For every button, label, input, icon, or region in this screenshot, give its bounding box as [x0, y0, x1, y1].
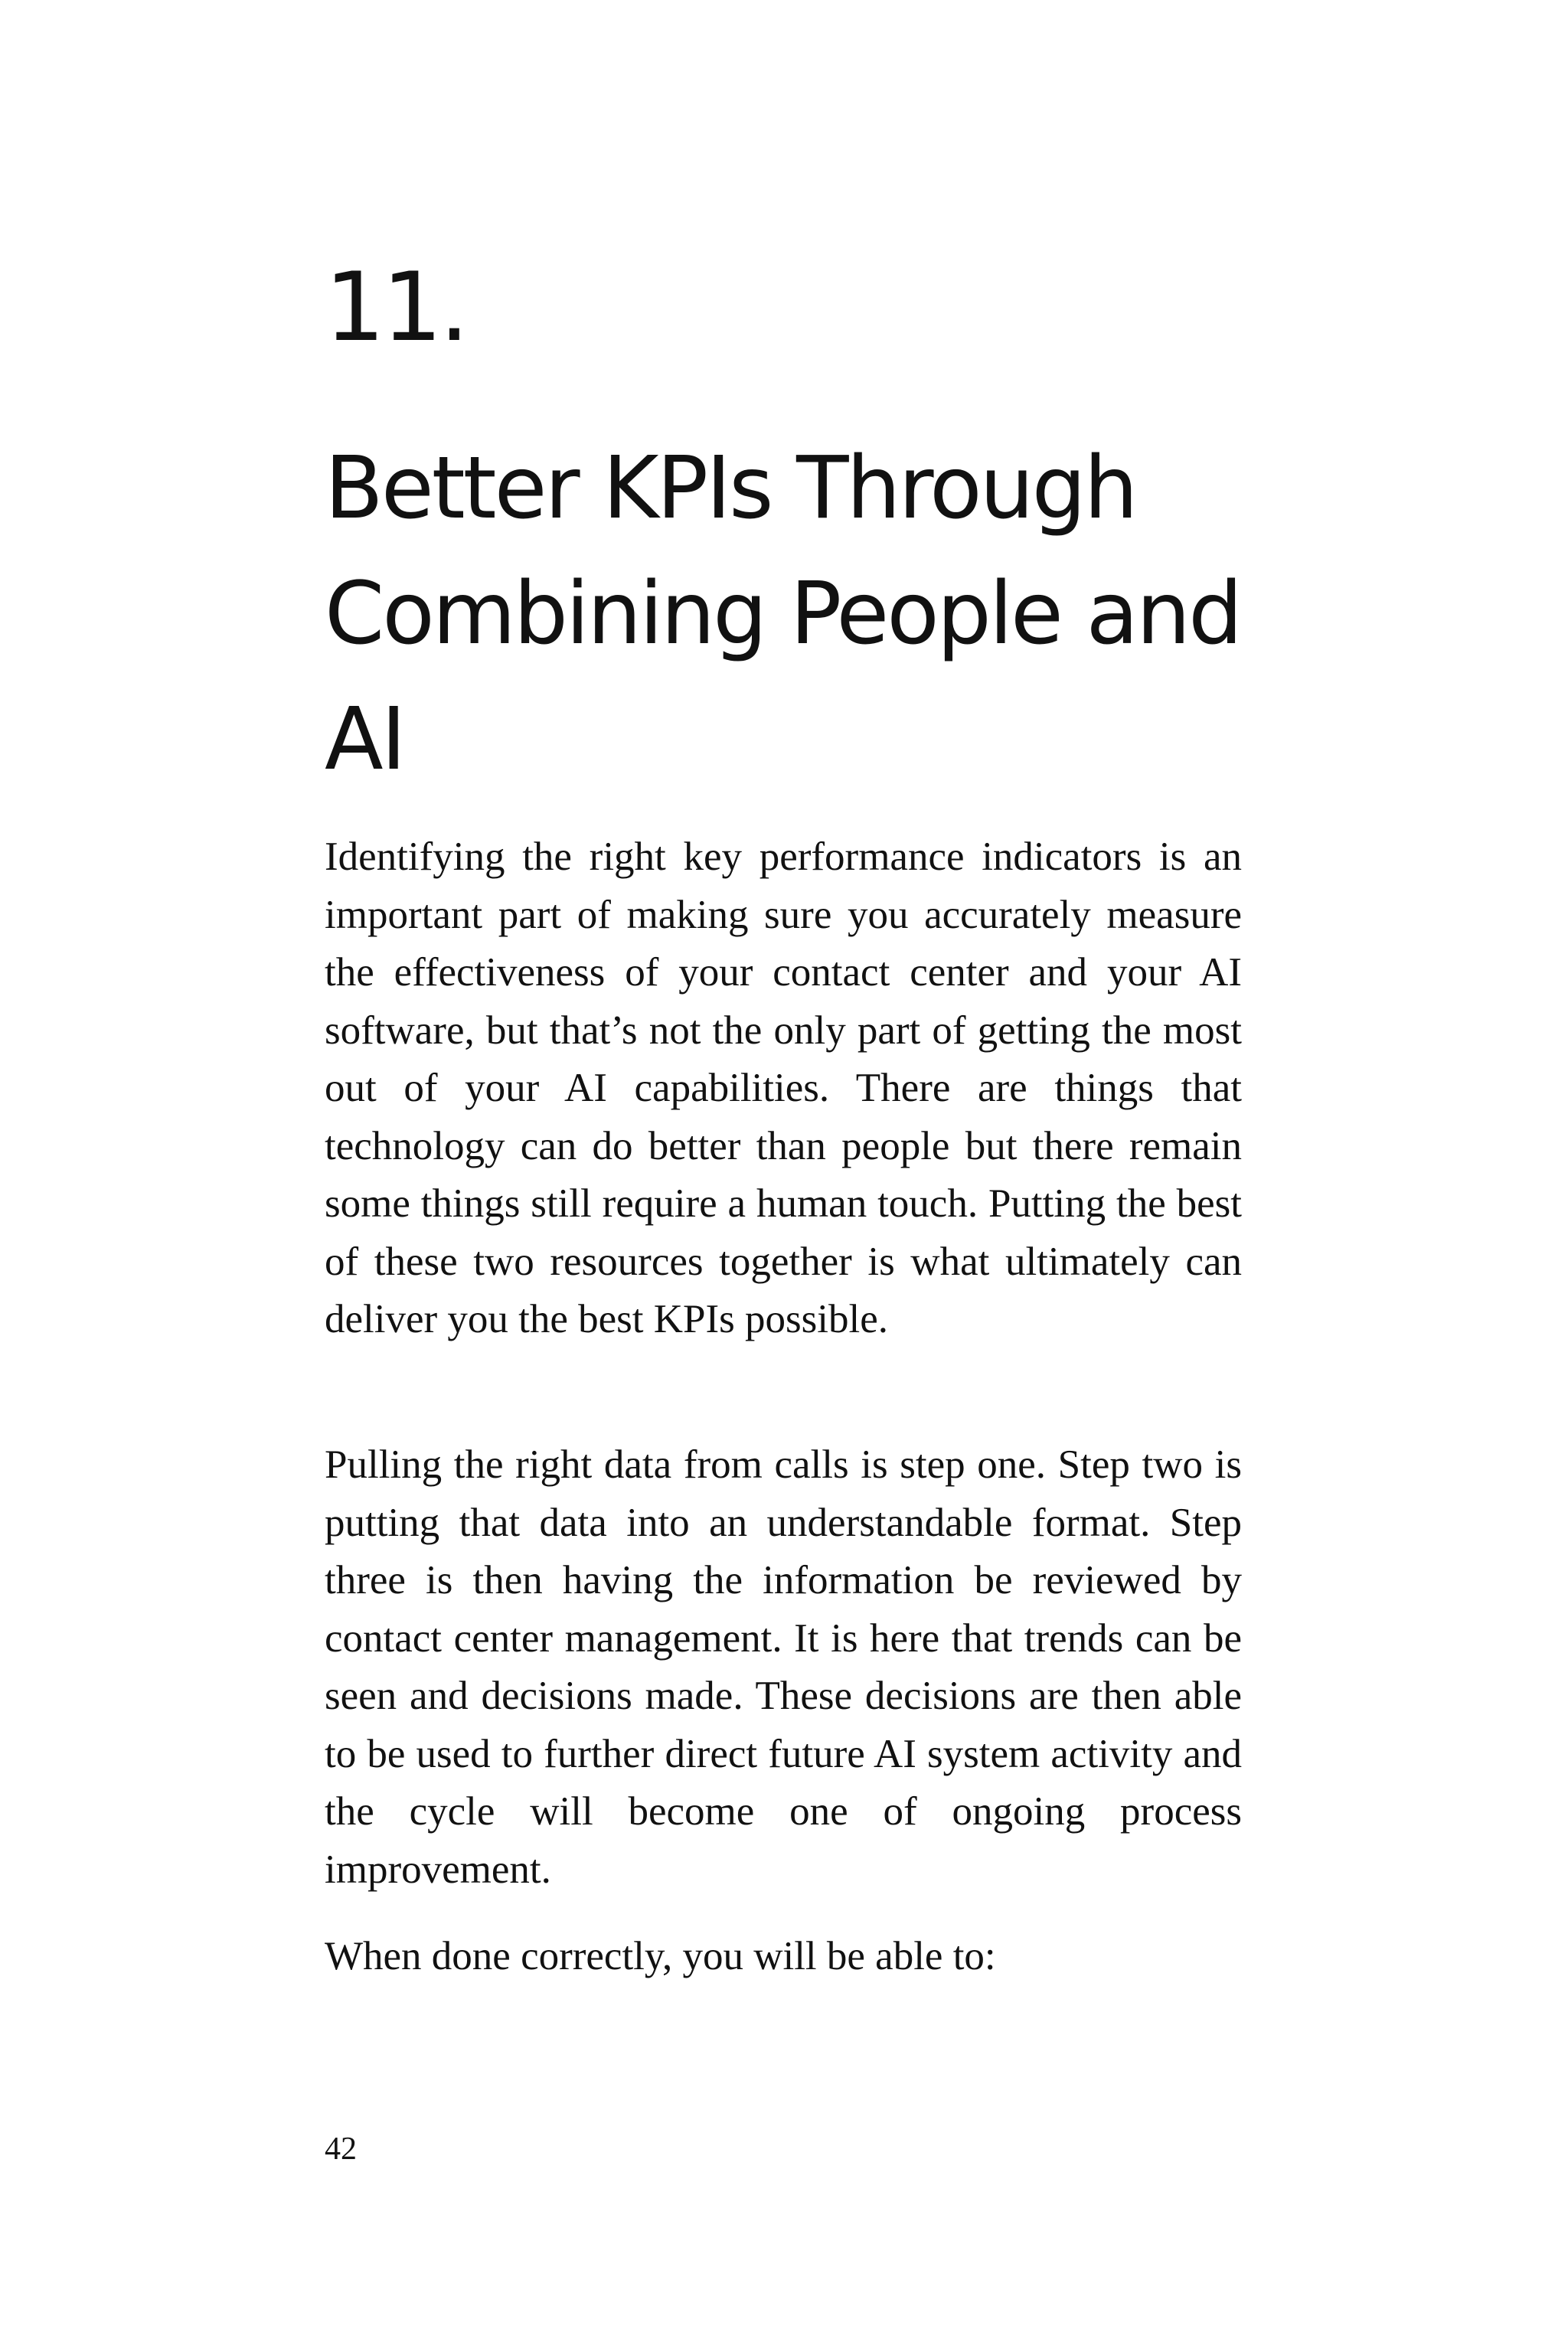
chapter-title: Better KPIs Through Combining People and AI — [325, 439, 1241, 789]
body-paragraph: Identifying the right key performance indicators is an important part of making sure you accurately measure the effectiveness of your contact center and your AI software, but that’s not the only part of getting the most out of your AI capabilities. There are things that technology can do better than people but there remain some things still require a human touch. Putting the best of these two resources together is what ultimately can deliver you the best KPIs possible. — [325, 835, 1242, 1341]
body-paragraph: When done correctly, you will be able to: — [325, 1934, 996, 1978]
page-number: 42 — [325, 2132, 357, 2167]
body-paragraph: Pulling the right data from calls is step one. Step two is putting that data into an understandable format. Step three is then having the information be reviewed by contact center management. It is here that trends can be seen and decisions made. These decisions are then able to be used to further direct future AI system activity and the cycle will become one of ongoing process improvement. — [325, 1442, 1242, 1892]
chapter-number: 11. — [325, 253, 467, 363]
